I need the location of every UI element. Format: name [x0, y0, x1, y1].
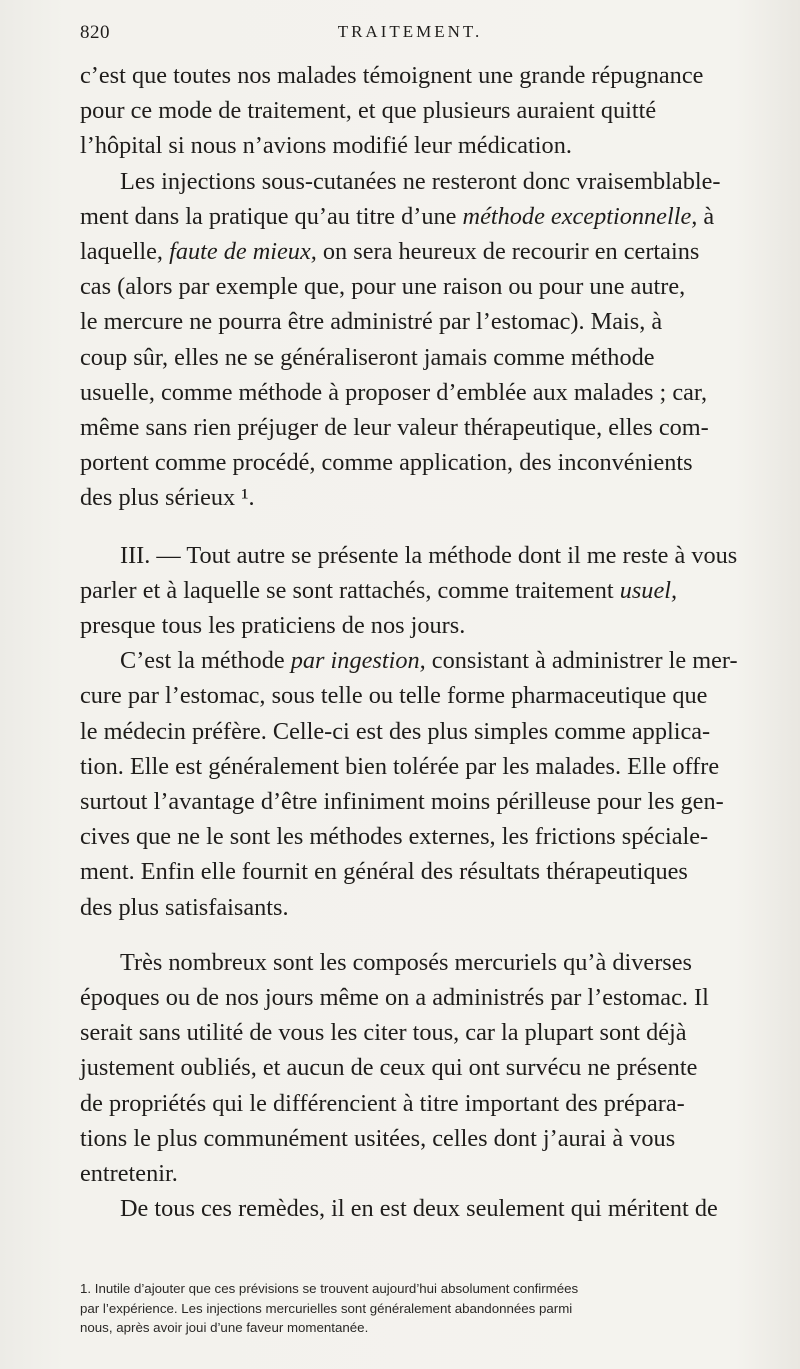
- text-line: c’est que toutes nos malades témoignent une grande répugnance: [80, 62, 704, 89]
- text-line: Les injections sous-cutanées ne resteront donc vraisemblable-: [120, 167, 721, 195]
- text-line: cas (alors par exemple que, pour une raison ou pour une autre,: [80, 273, 686, 301]
- text-line: le mercure ne pourra être administré par l’estomac). Mais, à: [80, 308, 663, 336]
- text-run: à: [697, 202, 715, 230]
- text-line: [80, 643, 750, 678]
- paragraph-3: [80, 538, 750, 644]
- text-run: ment dans la pratique qu’au titre d’une: [80, 202, 463, 230]
- text-line: des plus sérieux ¹.: [80, 484, 255, 512]
- footnote: [80, 1279, 750, 1338]
- page-number: 820: [80, 22, 110, 43]
- text-line: tion. Elle est généralement bien tolérée par les malades. Elle offre: [80, 752, 720, 780]
- text-line: de propriétés qui le différencient à titre important des prépara-: [80, 1089, 685, 1117]
- text-line: [80, 234, 750, 269]
- text-line: Très nombreux sont les composés mercuriels qu’à diverses: [120, 948, 692, 976]
- paragraph-gap: [80, 516, 750, 538]
- text-line: des plus satisfaisants.: [80, 893, 289, 921]
- text-line: tions le plus communément usitées, celles dont j’aurai à vous: [80, 1124, 676, 1152]
- text-run: laquelle,: [80, 238, 170, 266]
- footnote-line: par l’expérience. Les injections mercurielles sont généralement abandonnées parmi: [80, 1300, 573, 1316]
- text-line: justement oubliés, et aucun de ceux qui ont survécu ne présente: [80, 1054, 698, 1082]
- text-line: cives que ne le sont les méthodes externes, les frictions spéciale-: [80, 823, 709, 851]
- text-line: presque tous les praticiens de nos jours.: [80, 612, 466, 640]
- text-run: on sera heureux de recourir en certains: [316, 238, 700, 266]
- text-line: [80, 573, 750, 608]
- italic-term-usuel: usuel,: [619, 576, 678, 604]
- paragraph-gap: [80, 925, 750, 945]
- text-line: De tous ces remèdes, il en est deux seulement qui méritent de: [120, 1195, 718, 1223]
- text-line: coup sûr, elles ne se généraliseront jamais comme méthode: [80, 343, 655, 371]
- page-header: [80, 22, 740, 46]
- footnote-line: nous, après avoir joui d’une faveur momentanée.: [80, 1320, 369, 1335]
- running-head: TRAITEMENT.: [337, 22, 483, 41]
- text-line: portent comme procédé, comme application, des inconvénients: [80, 449, 693, 477]
- text-line: usuelle, comme méthode à proposer d’emblée aux malades ; car,: [80, 378, 708, 406]
- text-line: cure par l’estomac, sous telle ou telle forme pharmaceutique que: [80, 682, 708, 710]
- text-line: ment. Enfin elle fournit en général des résultats thérapeutiques: [80, 858, 688, 886]
- text-run: parler et à laquelle se sont rattachés, comme traitement: [80, 576, 620, 604]
- text-line: surtout l’avantage d’être infiniment moins périlleuse pour les gen-: [80, 788, 724, 816]
- text-line: le médecin préfère. Celle-ci est des plus simples comme applica-: [80, 717, 711, 745]
- italic-term-faute-de-mieux: faute de mieux,: [169, 238, 317, 266]
- paragraph-1: [80, 58, 750, 164]
- text-line: même sans rien préjuger de leur valeur thérapeutique, elles com-: [80, 414, 709, 442]
- text-line: pour ce mode de traitement, et que plusieurs auraient quitté: [80, 97, 657, 125]
- text-line: l’hôpital si nous n’avions modifié leur médication.: [80, 132, 572, 160]
- italic-term-methode-exceptionnelle: méthode exceptionnelle,: [462, 202, 698, 230]
- footnote-line: 1. Inutile d’ajouter que ces prévisions se trouvent aujourd’hui absolument confirmées: [80, 1281, 579, 1296]
- text-line: [80, 199, 750, 234]
- paragraph-6: [80, 1191, 750, 1226]
- text-line: époques ou de nos jours même on a administrés par l’estomac. Il: [80, 984, 709, 1012]
- text-line: serait sans utilité de vous les citer tous, car la plupart sont déjà: [80, 1019, 687, 1047]
- paragraph-4: [80, 643, 750, 925]
- paragraph-2: [80, 164, 750, 516]
- italic-term-par-ingestion: par ingestion,: [290, 647, 426, 675]
- section-heading-line: III. — Tout autre se présente la méthode dont il me reste à vous: [120, 541, 738, 569]
- text-run: consistant à administrer le mer-: [425, 647, 738, 675]
- body-text: [80, 58, 750, 1227]
- paragraph-5: [80, 945, 750, 1191]
- text-line: entretenir.: [80, 1160, 178, 1188]
- text-run: C’est la méthode: [120, 647, 291, 675]
